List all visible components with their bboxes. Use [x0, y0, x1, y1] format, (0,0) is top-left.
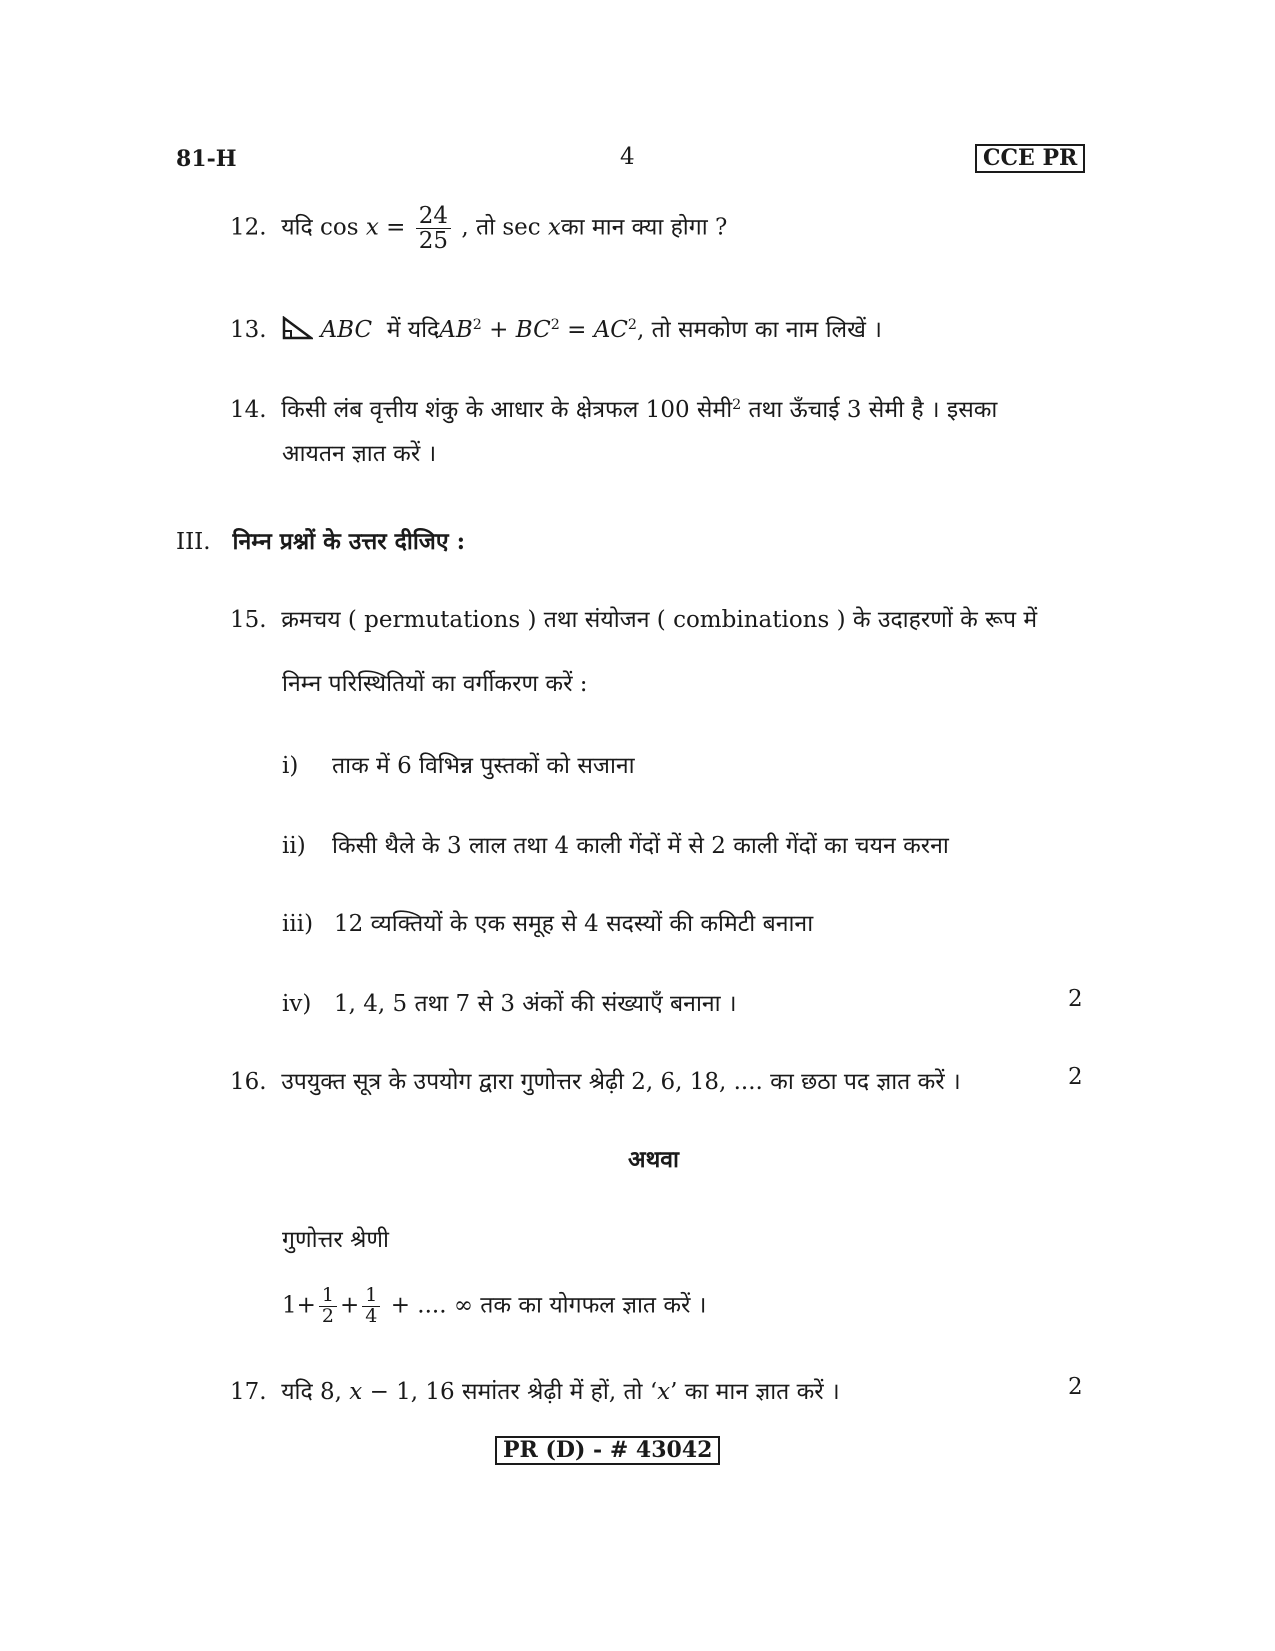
question-number: 13.	[230, 317, 267, 343]
q13-equals: =	[567, 317, 587, 343]
q14-exp: 2	[732, 397, 742, 414]
denominator: 2	[321, 1304, 335, 1327]
q16-alt-series	[282, 1286, 706, 1327]
section-numeral: III.	[176, 529, 211, 555]
item-text: ताक में 6 विभिन्न पुस्तकों को सजाना	[332, 753, 635, 779]
q16-alt-line1: गुणोत्तर श्रेणी	[282, 1227, 390, 1253]
item-text: किसी थैले के 3 लाल तथा 4 काली गेंदों में से 2 काली गेंदों का चयन करना	[332, 833, 949, 859]
item-label: iv)	[282, 991, 312, 1017]
series-plus: +	[296, 1292, 316, 1319]
q17-text-2: − 1, 16 समांतर श्रेढ़ी में हों, तो ‘	[369, 1379, 658, 1405]
marks: 2	[1068, 1064, 1083, 1090]
q12-denominator: 25	[418, 228, 449, 255]
series-tail: + .... ∞ तक का योगफल ज्ञात करें ।	[390, 1292, 707, 1319]
q17-text-3: ’ का मान ज्ञात करें ।	[670, 1379, 840, 1405]
marks: 2	[1068, 986, 1083, 1012]
q14-line1-b: तथा ऊँचाई 3 सेमी है । इसका	[748, 397, 998, 423]
item-label: iii)	[282, 911, 314, 937]
q12-numerator: 24	[416, 204, 451, 229]
numerator: 1	[362, 1286, 380, 1307]
question-15	[230, 602, 1037, 634]
item-label: ii)	[282, 833, 306, 859]
q13-text-2: , तो समकोण का नाम लिखें ।	[636, 317, 882, 343]
footer-code-box: PR (D) - # 43042	[495, 1436, 720, 1465]
question-number: 16.	[230, 1069, 267, 1095]
q14-line1-a: किसी लंब वृत्तीय शंकु के आधार के क्षेत्रफल 100 सेमी	[281, 397, 733, 423]
q16-text: उपयुक्त सूत्र के उपयोग द्वारा गुणोत्तर श्रेढ़ी 2, 6, 18, .... का छठा पद ज्ञात करें ।	[281, 1069, 961, 1095]
q13-text-1: में यदि	[386, 317, 440, 343]
or-label: अथवा	[628, 1146, 680, 1173]
q17-var: x	[349, 1379, 363, 1405]
q13-ab: AB	[439, 317, 473, 343]
q12-var-2: x	[547, 214, 561, 241]
section-heading	[176, 524, 465, 556]
q12-text-before: यदि cos	[281, 214, 359, 241]
page-number: 4	[620, 144, 635, 170]
q12-text-after-2: का मान क्या होगा ?	[560, 214, 728, 241]
numerator: 1	[319, 1286, 337, 1307]
q13-ac: AC	[593, 317, 628, 343]
question-13	[230, 312, 882, 344]
question-number: 12.	[230, 214, 267, 241]
series-plus: +	[340, 1292, 360, 1319]
q13-bc: BC	[515, 317, 551, 343]
section-title: निम्न प्रश्नों के उत्तर दीजिए :	[232, 528, 466, 555]
q13-triangle-name: ABC	[320, 317, 373, 343]
question-17	[230, 1374, 840, 1406]
item-text: 1, 4, 5 तथा 7 से 3 अंकों की संख्याएँ बनाना ।	[334, 991, 737, 1017]
q12-fraction	[416, 204, 451, 253]
right-triangle-icon	[281, 316, 313, 340]
q15-line2: निम्न परिस्थितियों का वर्गीकरण करें :	[282, 671, 588, 697]
q17-text-1: यदि 8,	[281, 1379, 342, 1405]
denominator: 4	[365, 1304, 378, 1327]
q13-exp-2: 2	[550, 317, 560, 334]
q12-var: x	[365, 214, 379, 241]
fraction-half	[319, 1286, 337, 1327]
q14-line2: आयतन ज्ञात करें ।	[282, 441, 437, 467]
list-item	[282, 986, 737, 1018]
fraction-quarter	[362, 1286, 380, 1327]
item-text: 12 व्यक्तियों के एक समूह से 4 सदस्यों की कमिटी बनाना	[334, 911, 814, 937]
list-item	[282, 828, 949, 860]
question-number: 14.	[230, 397, 267, 423]
question-12	[230, 204, 727, 253]
q12-text-after-1: , तो sec	[461, 214, 541, 241]
q12-equals: =	[386, 214, 406, 241]
series-one: 1	[282, 1292, 297, 1319]
list-item	[282, 906, 813, 938]
series-box: CCE PR	[975, 144, 1085, 173]
q13-plus: +	[489, 317, 509, 343]
question-number: 15.	[230, 607, 267, 633]
list-item	[282, 748, 635, 780]
question-16	[230, 1064, 961, 1096]
q15-line1: क्रमचय ( permutations ) तथा संयोजन ( combinations ) के उदाहरणों के रूप में	[281, 607, 1038, 633]
paper-code: 81-H	[176, 146, 237, 172]
question-number: 17.	[230, 1379, 267, 1405]
q17-var-2: x	[657, 1379, 671, 1405]
item-label: i)	[282, 753, 299, 779]
marks: 2	[1068, 1374, 1083, 1400]
q13-exp-3: 2	[627, 317, 637, 334]
question-14	[230, 392, 997, 424]
q13-exp-1: 2	[472, 317, 482, 334]
